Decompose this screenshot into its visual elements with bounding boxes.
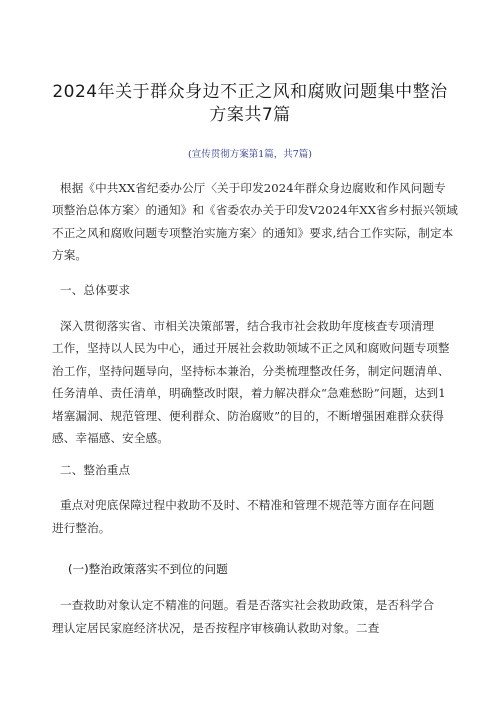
section-heading-general-requirements: 一、总体要求 [60, 283, 131, 297]
section-heading-focus: 二、整治重点 [60, 463, 131, 477]
paragraph-1-line-3: 不正之风和腐败问题专项整治实施方案〉的通知》要求,结合工作实际，制定本 [52, 226, 454, 240]
paragraph-3-line-1: 重点对兜底保障过程中救助不及时、不精准和管理不规范等方面存在问题 [60, 498, 435, 512]
paragraph-2-line-4: 任务清单、责任清单，明确整改时限，着力解决群众“急难愁盼”问题，达到1 [52, 386, 446, 400]
subsection-heading-policy-implementation: (一)整治政策落实不到位的问题 [68, 562, 228, 576]
paragraph-1-line-1: 根据《中共XX省纪委办公厅〈关于印发2024年群众身边腐败和作风问题专 [60, 181, 446, 195]
paragraph-2-line-1: 深入贯彻落实省、市相关决策部署，结合我市社会救助年度核查专项清理 [60, 319, 435, 333]
paragraph-4-line-1: 一查救助对象认定不精准的问题。看是否落实社会救助政策，是否科学合 [60, 598, 435, 612]
paragraph-1-line-2: 项整治总体方案〉的通知》和《省委农办关于印发V2024年XX省乡村振兴领域 [52, 203, 458, 217]
paragraph-2-line-3: 治工作，坚持问题导向，坚持标本兼治，分类梳理整改任务，制定问题清单、 [52, 364, 450, 378]
paragraph-1-line-4: 方案。 [52, 248, 88, 262]
paragraph-2-line-2: 工作，坚持以人民为中心，通过开展社会救助领域不正之风和腐败问题专项整 [52, 341, 450, 355]
paragraph-2-line-6: 感、幸福感、安全感。 [52, 431, 169, 445]
paragraph-2-line-5: 堵塞漏洞、规范管理、便利群众、防治腐败”的目的，不断增强困难群众获得 [52, 409, 444, 423]
document-title-line-2: 方案共7篇 [209, 105, 291, 125]
document-subtitle: (宣传贯彻方案第1篇，共7篇) [187, 149, 312, 160]
paragraph-4-line-2: 理认定居民家庭经济状况，是否按程序审核确认救助对象。二查 [52, 621, 380, 635]
paragraph-3-line-2: 进行整治。 [52, 521, 111, 535]
document-title-line-1: 2024年关于群众身边不正之风和腐败问题集中整治 [52, 82, 448, 102]
